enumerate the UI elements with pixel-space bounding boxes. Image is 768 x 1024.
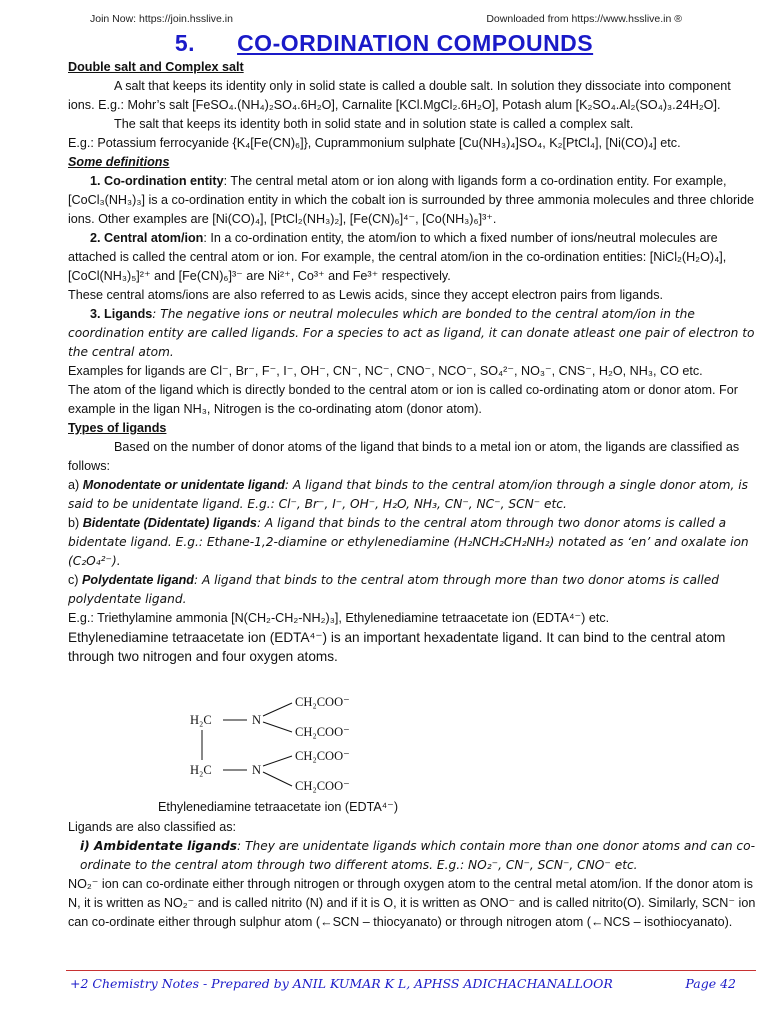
type-a-name: Monodentate or unidentate ligand [82,478,285,492]
type-c-label: c) [68,573,82,587]
definition-3-label: 3. Ligands [90,307,153,321]
ambidentate-section [68,818,756,932]
type-a-label: a) [68,478,83,492]
edta-bond-n-group-3 [263,756,292,766]
type-c [68,571,756,609]
type-b [68,514,756,571]
main-content [68,58,756,666]
definition-2-text: : In a co-ordination entity, the atom/ion to which a fixed number of ions/neutral molecules are attached is called the central atom or ion. For example, the central atom/ion in the co-ordination entities: [NiCl₂(H₂O)₄], [CoCl(NH₃)₅]²⁺ and [Fe(CN)₆]³⁻ are Ni²⁺, Co³⁺ and Fe³⁺ respectively. [68,231,727,283]
definition-3 [68,305,756,362]
edta-n-bottom: N [252,763,262,777]
ambidentate-label: i) Ambidentate ligands [80,839,238,853]
header-download-link[interactable]: Downloaded from https://www.hsslive.in ® [486,13,682,25]
definition-2 [68,229,756,286]
types-intro: Based on the number of donor atoms of the ligand that binds to a metal ion or atom, the ligands are classified as follows: [68,440,740,473]
paragraph-complex-salt: The salt that keeps its identity both in solid state and in solution state is called a complex salt. [114,117,634,131]
donor-atom-paragraph: The atom of the ligand which is directly bonded to the central atom or ion is called co-ordinating atom or donor atom. For example in the ligan NH₃, Nitrogen is the co-ordinating atom (donor atom). [68,383,738,416]
edta-bond-n-group-1 [263,703,292,716]
paragraph-complex-salt-example: E.g.: Potassium ferrocyanide {K₄[Fe(CN)₆]}, Cuprammonium sulphate [Cu(NH₃)₄]SO₄, K₂[PtCl₄], [Ni(CO)₄] etc. [68,136,681,150]
also-classified: Ligands are also classified as: [68,820,237,834]
edta-caption: Ethylenediamine tetraacetate ion (EDTA⁴⁻) [158,800,399,814]
edta-bond-n-group-2 [263,722,292,732]
ambidentate-paragraph [68,837,756,875]
ambidentate-text: : They are unidentate ligands which contain more than one donor atoms and can co-ordinate to the central atom through two different atoms. E.g.: NO₂⁻, CN⁻, SCN⁻, CNO⁻ etc. [80,839,755,872]
edta-group-1: CH₂COO⁻ [295,695,350,709]
chapter-number: 5. [174,30,196,56]
page-number: Page 42 [685,976,736,991]
heading-definitions: Some definitions [68,155,170,169]
chapter-title [0,30,768,57]
edta-paragraph: Ethylenediamine tetraacetate ion (EDTA⁴⁻) is an important hexadentate ligand. It can bind to the central atom through two nitrogen and four oxygen atoms. [68,630,726,664]
edta-group-2: CH₂COO⁻ [295,725,350,739]
footer-rule [66,970,756,971]
ligand-examples: Examples for ligands are Cl⁻, Br⁻, F⁻, I⁻, OH⁻, CN⁻, NC⁻, CNO⁻, NCO⁻, SO₄²⁻, NO₃⁻, CNS⁻, H₂O, NH₃, CO etc. [68,364,703,378]
definition-1-text: : The central metal atom or ion along with ligands form a co-ordination entity. For example, [CoCl₃(NH₃)₃] is a co-ordination entity in which the cobalt ion is surrounded by three ammonia molecules and three chloride ions. Other examples are [Ni(CO)₄], [PtCl₂(NH₃)₂], [Fe(CN)₆]⁴⁻, [Co(NH₃)₆]³⁺. [68,174,754,226]
definition-2-label: 2. Central atom/ion [90,231,204,245]
heading-types-of-ligands: Types of ligands [68,421,167,435]
type-b-name: Bidentate (Didentate) ligands [82,516,257,530]
chapter-title-text: CO-ORDINATION COMPOUNDS [237,30,594,56]
definition-3-text: : The negative ions or neutral molecules which are bonded to the central atom/ion in the coordination entity are called ligands. For a species to act as ligand, it can donate atleast one pair of electron to the central atom. [68,307,755,359]
edta-structure-diagram [190,694,390,796]
definition-1 [68,172,756,229]
paragraph-double-salt: A salt that keeps its identity only in solid state is called a double salt. In solution they dissociate into component ions. E.g.: Mohr’s salt [FeSO₄.(NH₄)₂SO₄.6H₂O], Carnalite [KCl.MgCl₂.6H₂O], Potash alum [K₂SO₄.Al₂(SO₄)₃.24H₂O]. [68,79,731,112]
heading-double-salt: Double salt and Complex salt [68,60,244,74]
footer [70,976,750,991]
type-a-text: : A ligand that binds to the central atom/ion through a single donor atom, is said to be unidentate ligand. E.g.: Cl⁻, Br⁻, I⁻, OH⁻, H₂O, NH₃, CN⁻, NC⁻, SCN⁻ etc. [68,478,749,511]
edta-n-top: N [252,713,262,727]
definition-1-label: 1. Co-ordination entity [90,174,224,188]
edta-bond-n-group-4 [263,772,292,786]
type-c-text: : A ligand that binds to the central atom through more than two donor atoms is called polydentate ligand. [68,573,720,606]
edta-group-4: CH₂COO⁻ [295,779,350,793]
edta-h2c-bottom: H₂C [190,763,212,777]
nitrito-paragraph: NO₂⁻ ion can co-ordinate either through nitrogen or through oxygen atom to the central metal atom/ion. If the donor atom is N, it is written as NO₂⁻ and is called nitrito (N) and if it is O, it is written as ONO⁻ and is called nitrito(O). Similarly, SCN⁻ ion can co-ordinate either through sulphur atom (←SCN – thiocyanato) or through nitrogen atom (←NCS – isothiocyanato). [68,877,756,929]
definition-2-extra: These central atoms/ions are also referred to as Lewis acids, since they accept electron pairs from ligands. [68,288,663,302]
type-c-name: Polydentate ligand [82,573,194,587]
type-b-label: b) [68,516,83,530]
header-join-link[interactable]: Join Now: https://join.hsslive.in [90,13,233,25]
edta-group-3: CH₂COO⁻ [295,749,350,763]
edta-h2c-top: H₂C [190,713,212,727]
footer-credit: +2 Chemistry Notes - Prepared by ANIL KUMAR K L, APHSS ADICHACHANALLOOR [70,976,613,991]
type-b-text: : A ligand that binds to the central atom through two donor atoms is called a bidentate ligand. E.g.: Ethane-1,2-diamine or ethylenediamine (H₂NCH₂CH₂NH₂) notated as ‘en’ and oxalate ion (C₂O₄²⁻). [68,516,749,568]
type-a [68,476,756,514]
type-c-example: E.g.: Triethylamine ammonia [N(CH₂-CH₂-NH₂)₃], Ethylenediamine tetraacetate ion (EDTA⁴⁻) etc. [68,611,610,625]
